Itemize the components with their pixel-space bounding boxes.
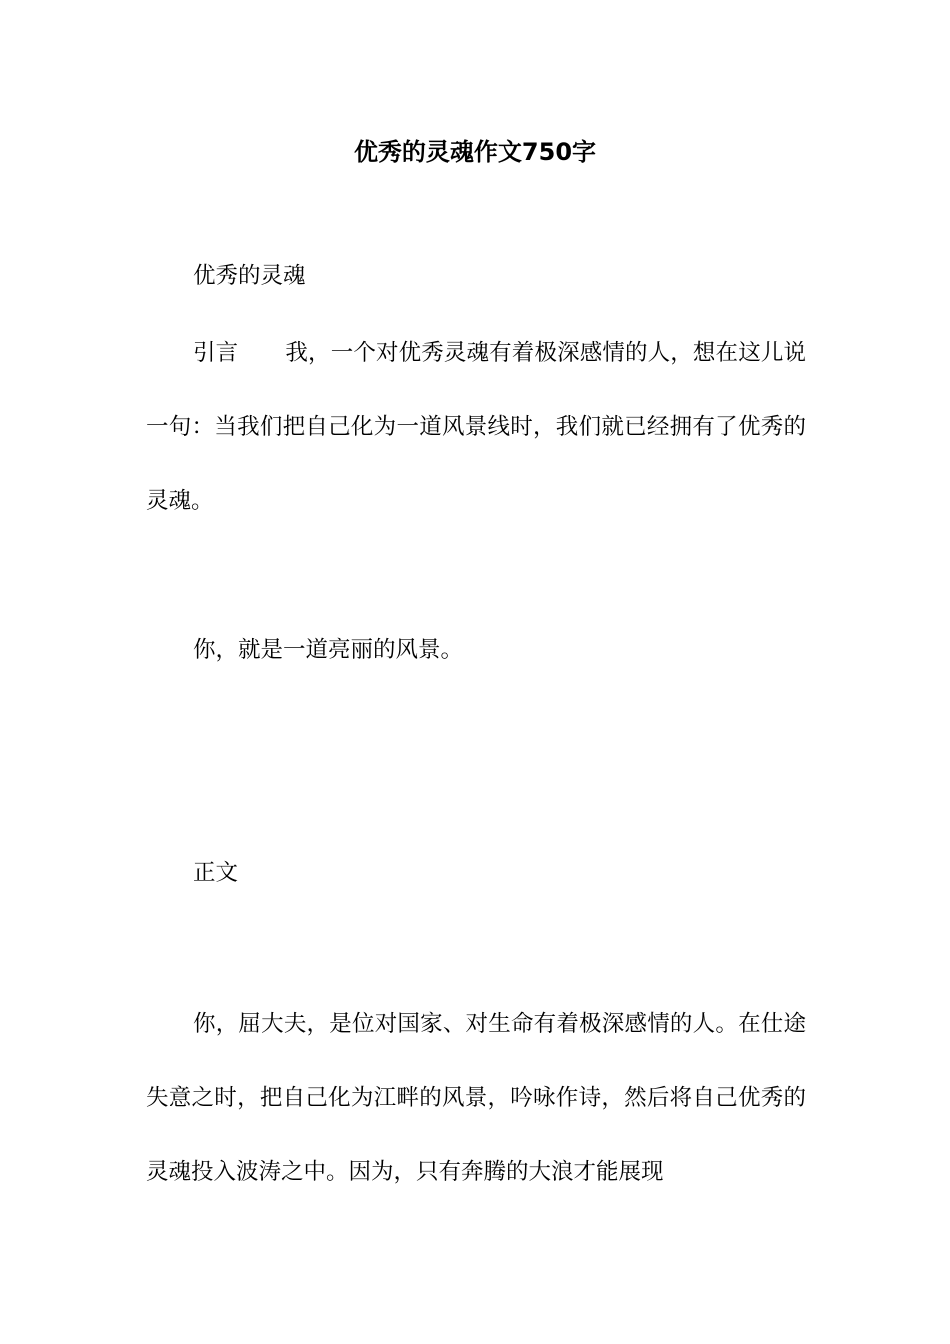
document-title: 优秀的灵魂作文750字: [353, 138, 597, 166]
intro-label: 引言: [193, 340, 239, 366]
intro-paragraph: [146, 316, 806, 538]
body-paragraph: 你，屈大夫，是位对国家、对生命有着极深感情的人。在仕途失意之时，把自己化为江畔的风景，吟咏作诗，然后将自己优秀的灵魂投入波涛之中。因为，只有奔腾的大浪才能展现: [146, 1011, 806, 1185]
scenery-paragraph: 你，就是一道亮丽的风景。: [193, 637, 464, 663]
body-heading: 正文: [193, 860, 239, 886]
intro-text: 我，一个对优秀灵魂有着极深感情的人，想在这儿说一句：当我们把自己化为一道风景线时，我们就已经拥有了优秀的灵魂。: [146, 340, 806, 514]
subtitle-paragraph: 优秀的灵魂: [193, 263, 306, 289]
